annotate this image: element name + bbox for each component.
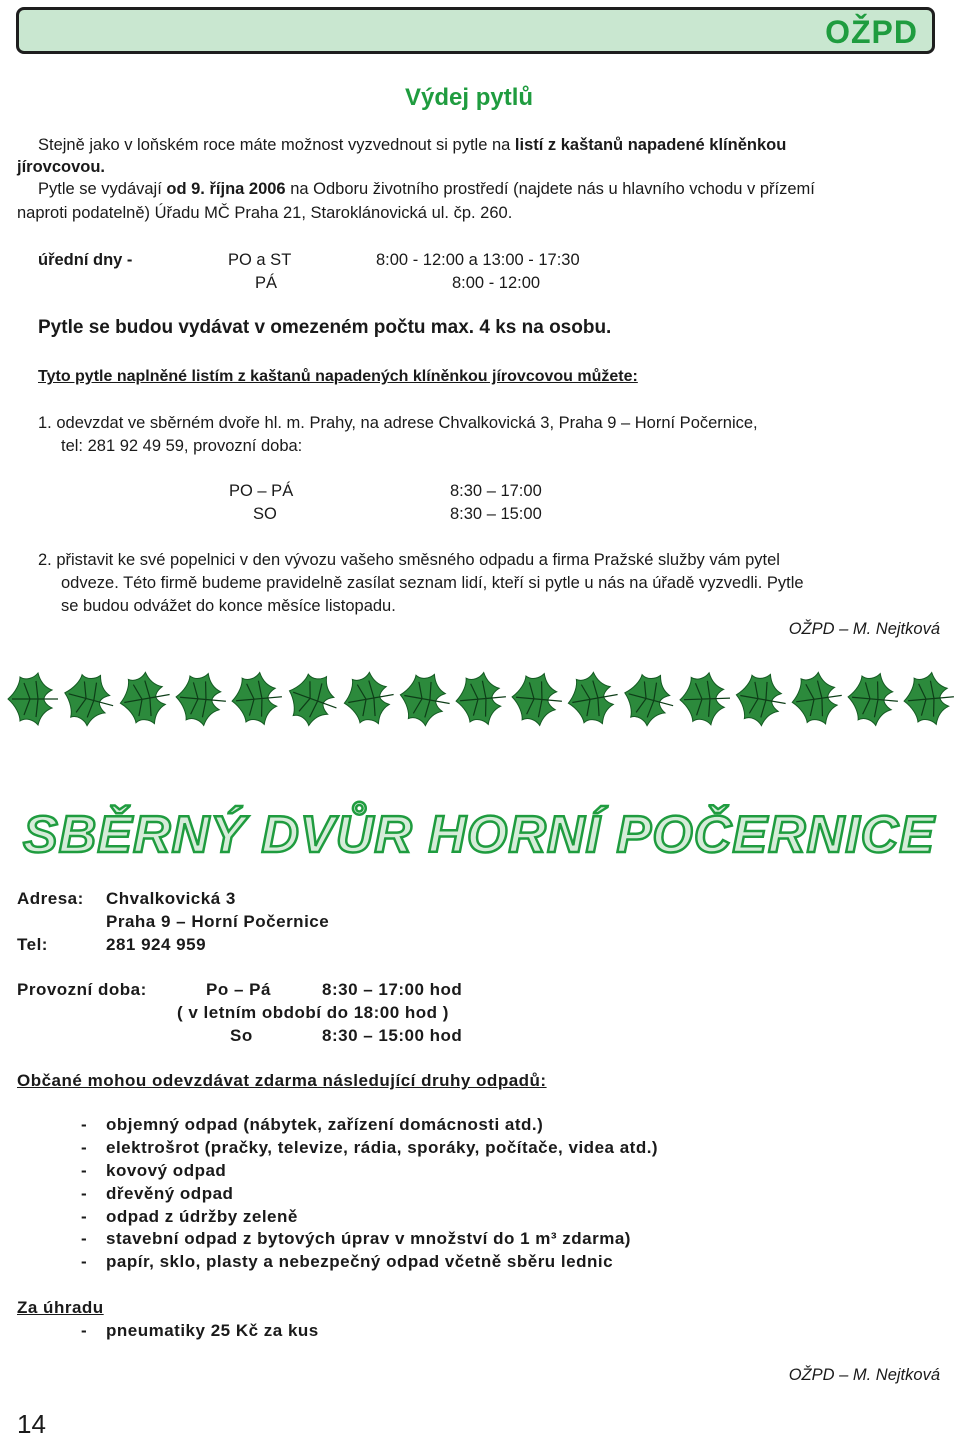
leaf-icon (116, 669, 174, 729)
tel-label: Tel: (17, 935, 48, 954)
office-days-1-hours: 8:00 - 12:00 (452, 274, 541, 292)
leaf-icon (510, 671, 564, 727)
free-item-dash: - (81, 1115, 88, 1134)
leaf-icon (618, 668, 680, 730)
header-bar (16, 7, 935, 54)
leaf-icon (846, 671, 900, 727)
paid-item-0: pneumatiky 25 Kč za kus (106, 1321, 319, 1340)
paid-heading: Za úhradu (17, 1298, 104, 1317)
header-title: OŽPD (825, 14, 918, 50)
hours-label: Provozní doba: (17, 980, 147, 999)
leaf-icon (230, 671, 284, 727)
free-item-3: dřevěný odpad (106, 1184, 234, 1203)
free-item-dash: - (81, 1207, 88, 1226)
intro-line-3-text: Pytle se vydávají (38, 180, 167, 198)
free-item-dash: - (81, 1161, 88, 1180)
intro-line-3-bold: od 9. října 2006 (166, 180, 286, 198)
hours-0-time: 8:30 – 17:00 hod (322, 980, 463, 999)
leaf-border (6, 668, 956, 730)
intro-line-3 (38, 179, 815, 199)
option1-hours-0-hours: 8:30 – 17:00 (450, 482, 542, 500)
intro-line-1-text: Stejně jako v loňském roce máte možnost vyzvednout si pytle na (38, 136, 515, 154)
free-item-6: papír, sklo, plasty a nebezpečný odpad včetně sběru lednic (106, 1252, 614, 1271)
intro-line-4: naproti podatelně) Úřadu MČ Praha 21, Staroklánovická ul. čp. 260. (17, 204, 513, 222)
free-item-dash: - (81, 1229, 88, 1248)
free-item-dash: - (81, 1252, 88, 1271)
leaf-icon (174, 671, 228, 727)
hours-note: ( v letním období do 18:00 hod ) (177, 1003, 449, 1022)
office-days-label: úřední dny - (38, 251, 133, 269)
leaf-icon (789, 670, 846, 728)
leaf-icon (564, 669, 622, 729)
address-line2: Praha 9 – Horní Počernice (106, 912, 330, 931)
leaf-icon (732, 669, 790, 729)
leaf-icon (396, 669, 454, 729)
section-title-vydej: Výdej pytlů (405, 84, 534, 111)
sberny-dvur-title-text: SBĚRNÝ DVŮR HORNÍ POČERNICE (23, 806, 935, 864)
address-label: Adresa: (17, 889, 84, 908)
free-item-dash: - (81, 1184, 88, 1203)
tel-value: 281 924 959 (106, 935, 207, 954)
page-number: 14 (17, 1409, 46, 1439)
leaf-icon (58, 668, 120, 730)
leaf-icon (902, 671, 956, 727)
free-item-2: kovový odpad (106, 1161, 227, 1180)
option2-line1: 2. přistavit ke své popelnici v den vývozu vašeho směsného odpadu a firma Pražské služby vám pytel (38, 551, 780, 569)
office-days-1-days: PÁ (255, 274, 278, 292)
signature-2: OŽPD – M. Nejtková (788, 1366, 940, 1384)
free-item-0: objemný odpad (nábytek, zařízení domácnosti atd.) (106, 1115, 544, 1134)
sberny-dvur-title (14, 796, 944, 866)
free-item-dash: - (81, 1138, 88, 1157)
hours-2-time: 8:30 – 15:00 hod (322, 1026, 463, 1045)
option1-line1: 1. odevzdat ve sběrném dvoře hl. m. Prahy, na adrese Chvalkovická 3, Praha 9 – Horní Počernice, (38, 414, 758, 432)
intro-line-3-end: na Odboru životního prostředí (najdete nás u hlavního vchodu v přízemí (285, 180, 815, 198)
intro-line-1-bold: listí z kaštanů napadené klíněnkou (514, 136, 787, 154)
hours-0-days: Po – Pá (206, 980, 271, 999)
free-item-1: elektrošrot (pračky, televize, rádia, sporáky, počítače, videa atd.) (106, 1138, 659, 1157)
option1-line2: tel: 281 92 49 59, provozní doba: (61, 437, 303, 455)
leaf-icon (340, 669, 398, 729)
option1-hours-1-days: SO (253, 505, 277, 523)
option1-hours-0-days: PO – PÁ (229, 482, 294, 500)
leaf-icon (679, 672, 731, 726)
hours-2-days: So (230, 1026, 253, 1045)
options-heading: Tyto pytle naplněné listím z kaštanů napadených klíněnkou jírovcovou můžete: (38, 368, 638, 385)
leaf-icon (8, 673, 58, 725)
address-line1: Chvalkovická 3 (106, 889, 236, 908)
option2-line3: se budou odvážet do konce měsíce listopadu. (61, 597, 396, 615)
paid-item-dash: - (81, 1321, 88, 1340)
free-heading: Občané mohou odevzdávat zdarma následující druhy odpadů: (17, 1071, 547, 1090)
option1-hours-1-hours: 8:30 – 15:00 (450, 505, 542, 523)
signature-1: OŽPD – M. Nejtková (788, 620, 940, 638)
leaf-icon (454, 671, 508, 727)
free-item-5: stavební odpad z bytových úprav v množství do 1 m³ zdarma) (106, 1229, 631, 1248)
intro-line-2: jírovcovou. (17, 158, 106, 176)
leaf-icon (281, 668, 346, 730)
office-days-0-hours: 8:00 - 12:00 a 13:00 - 17:30 (376, 251, 580, 269)
option2-line2: odveze. Této firmě budeme pravidelně zasílat seznam lidí, kteří si pytle u nás na úřadě vyzvedli. Pytle (61, 574, 804, 592)
intro-line-1 (38, 135, 786, 155)
office-days-0-days: PO a ST (228, 251, 292, 269)
limit-note: Pytle se budou vydávat v omezeném počtu max. 4 ks na osobu. (38, 317, 612, 338)
free-item-4: odpad z údržby zeleně (106, 1207, 298, 1226)
